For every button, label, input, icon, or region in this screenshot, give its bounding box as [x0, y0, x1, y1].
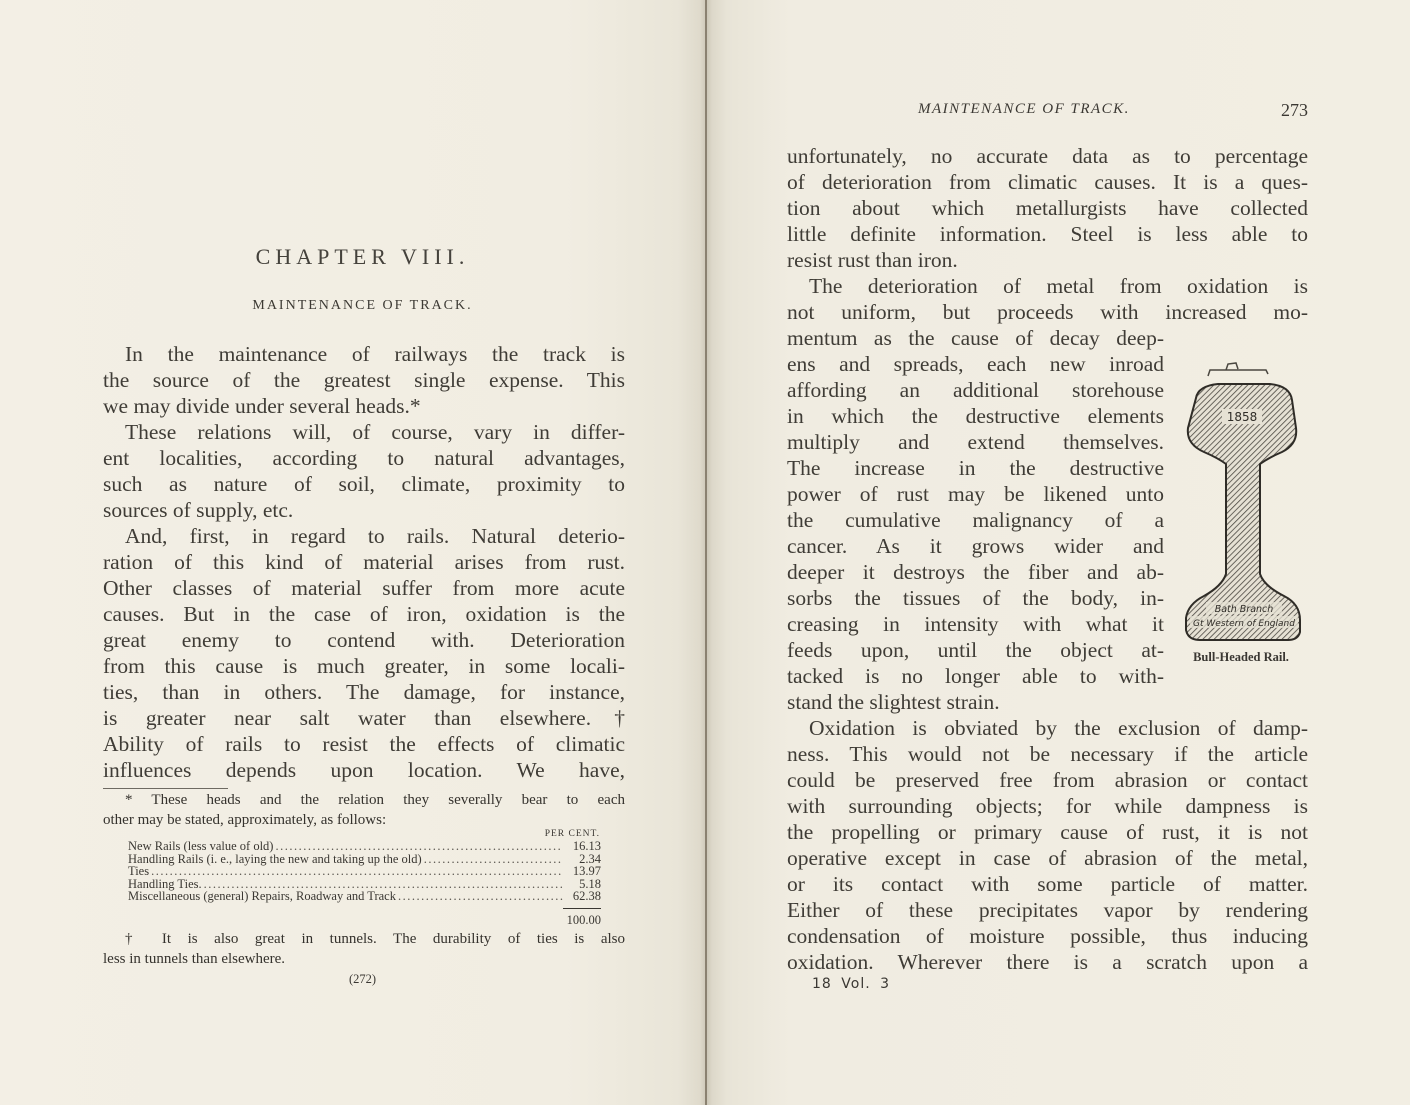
text-line: multiply and extend themselves. — [787, 430, 1164, 454]
table-row — [128, 865, 601, 878]
text-line: These relations will, of course, vary in differ- — [125, 420, 625, 444]
text-line: Oxidation is obviated by the exclusion of damp- — [809, 716, 1308, 740]
text-line: sorbs the tissues of the body, in- — [787, 586, 1164, 610]
rail-cross-section-icon — [1178, 358, 1308, 648]
text-line: The increase in the destructive — [787, 456, 1164, 480]
chapter-title: CHAPTER VIII. — [255, 244, 470, 269]
leader-dots — [424, 853, 563, 866]
left-page-number: (272) — [348, 972, 377, 986]
right-body-bottom — [787, 715, 1308, 975]
leader-dots — [398, 890, 563, 903]
text-line: the source of the greatest single expense. This — [103, 368, 625, 392]
text-line: the propelling or primary cause of rust, it is not — [787, 820, 1308, 844]
text-line: unfortunately, no accurate data as to percentage — [787, 144, 1308, 168]
text-line: from this cause is much greater, in some locali- — [103, 654, 625, 678]
row-label: Handling Ties. — [128, 876, 202, 891]
figure-foot-label-1: Bath Branch — [1214, 604, 1274, 615]
text-line: power of rust may be likened unto — [787, 482, 1164, 506]
footnote-rule — [103, 788, 228, 789]
text-line: influences depends upon location. We have, — [103, 758, 625, 782]
text-line: with surrounding objects; for while dampness is — [787, 794, 1308, 818]
text-line: sources of supply, etc. — [103, 498, 294, 522]
text-line: operative except in case of abrasion of the metal, — [787, 846, 1308, 870]
row-value: 13.97 — [572, 864, 601, 878]
text-line: feeds upon, until the object at- — [787, 638, 1164, 662]
signature-mark: 18 Vol. 3 — [812, 976, 891, 992]
text-line: not uniform, but proceeds with increased mo- — [787, 300, 1308, 324]
text-line: The deterioration of metal from oxidation is — [809, 274, 1308, 298]
text-line: In the maintenance of railways the track is — [125, 342, 625, 366]
total-rule — [563, 908, 601, 909]
text-line: Either of these precipitates vapor by rendering — [787, 898, 1308, 922]
row-label: New Rails (less value of old) — [128, 839, 274, 853]
footnote-line: less in tunnels than elsewhere. — [103, 951, 286, 967]
footnote-2 — [103, 929, 625, 969]
left-body-text — [103, 341, 625, 783]
table-row — [128, 840, 601, 853]
text-line: little definite information. Steel is less able to — [787, 222, 1308, 246]
text-line: resist rust than iron. — [787, 248, 958, 272]
percent-column-header: PER CENT. — [544, 829, 600, 839]
footnote-line: * These heads and the relation they severally bear to each — [125, 792, 625, 808]
text-line: or its contact with some particle of matter. — [787, 872, 1308, 896]
text-line: cancer. As it grows wider and — [787, 534, 1164, 558]
footnote-line: other may be stated, approximately, as follows: — [103, 812, 387, 828]
text-line: of deterioration from climatic causes. It is a ques- — [787, 170, 1308, 194]
row-label: Miscellaneous (general) Repairs, Roadway and Track — [128, 889, 396, 903]
text-line: ties, than in others. The damage, for instance, — [103, 680, 625, 704]
text-line: Other classes of material suffer from more acute — [103, 576, 625, 600]
book-spine — [705, 0, 707, 1105]
text-line: stand the slightest strain. — [787, 690, 1000, 714]
footnote-line: † It is also great in tunnels. The durability of ties is also — [125, 931, 625, 947]
text-line: ration of this kind of material arises from rust. — [103, 550, 625, 574]
text-line: ness. This would not be necessary if the article — [787, 742, 1308, 766]
right-body-wrapped — [787, 325, 1164, 715]
right-body-top — [787, 143, 1308, 325]
text-line: in which the destructive elements — [787, 404, 1164, 428]
text-line: And, first, in regard to rails. Natural deterio- — [125, 524, 625, 548]
figure-caption: Bull-Headed Rail. — [1193, 650, 1289, 664]
table-total: 100.00 — [566, 913, 601, 927]
text-line: could be preserved free from abrasion or contact — [787, 768, 1308, 792]
row-label: Ties — [128, 864, 150, 878]
section-title: MAINTENANCE OF TRACK. — [252, 298, 473, 313]
text-line: great enemy to contend with. Deterioration — [103, 628, 625, 652]
text-line: affording an additional storehouse — [787, 378, 1164, 402]
right-page-number: 273 — [1281, 100, 1308, 120]
row-label: Handling Rails (i. e., laying the new and taking up the old) — [128, 851, 422, 866]
row-value: 2.34 — [579, 851, 601, 866]
row-value: 62.38 — [572, 889, 601, 903]
text-line: the cumulative malignancy of a — [787, 508, 1164, 532]
table-row — [128, 853, 601, 866]
text-line: ent localities, according to natural advantages, — [103, 446, 625, 470]
table-row — [128, 890, 601, 903]
text-line: tacked is no longer able to with- — [787, 664, 1164, 688]
text-line: oxidation. Wherever there is a scratch upon a — [787, 950, 1308, 974]
text-line: causes. But in the case of iron, oxidation is the — [103, 602, 625, 626]
text-line: we may divide under several heads.* — [103, 394, 421, 418]
text-line: is greater near salt water than elsewhere.† — [103, 706, 625, 730]
leader-dots — [275, 840, 563, 853]
text-line: Ability of rails to resist the effects of climatic — [103, 732, 625, 756]
text-line: ens and spreads, each new inroad — [787, 352, 1164, 376]
row-value: 16.13 — [572, 839, 601, 853]
running-head: MAINTENANCE OF TRACK. — [918, 101, 1130, 117]
text-line: condensation of moisture possible, thus inducing — [787, 924, 1308, 948]
text-line: creasing in intensity with what it — [787, 612, 1164, 636]
text-line: such as nature of soil, climate, proximity to — [103, 472, 625, 496]
figure-head-label: 1858 — [1226, 410, 1258, 424]
bull-headed-rail-figure — [1178, 358, 1308, 658]
row-value: 5.18 — [579, 876, 601, 891]
figure-foot-label-2: Gt Western of England — [1193, 619, 1295, 629]
leader-dots — [151, 865, 563, 878]
cost-table — [128, 840, 601, 903]
text-line: deeper it destroys the fiber and ab- — [787, 560, 1164, 584]
text-line: tion about which metallurgists have collected — [787, 196, 1308, 220]
text-line: mentum as the cause of decay deep- — [787, 326, 1164, 350]
footnote-1 — [103, 790, 625, 830]
